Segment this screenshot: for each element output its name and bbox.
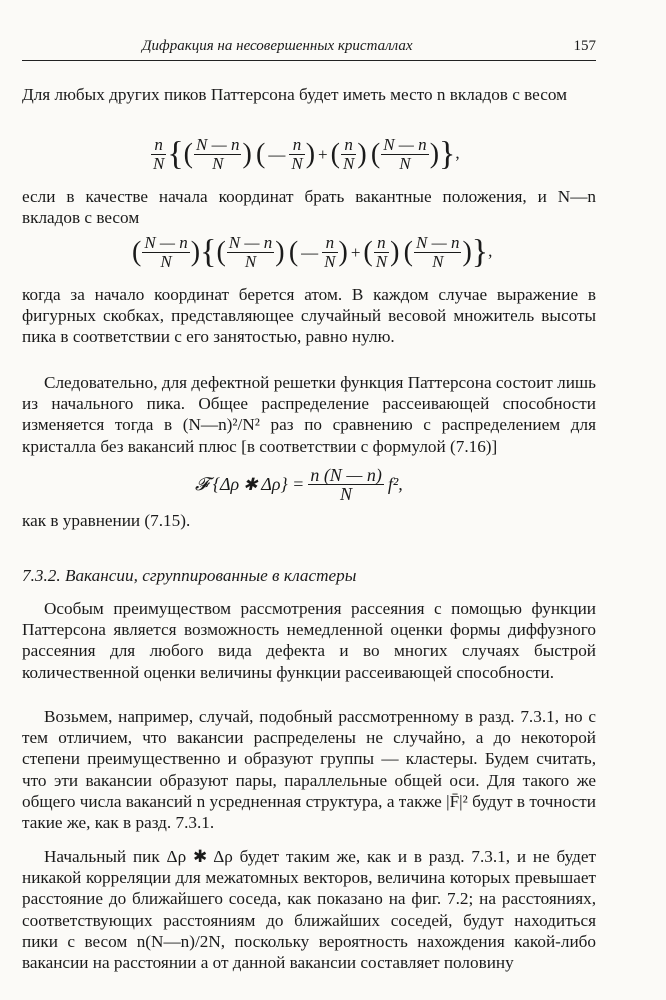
- page-number: 157: [573, 38, 596, 54]
- paragraph-8: Начальный пик Δρ ✱ Δρ будет таким же, как и в разд. 7.3.1, и не будет никакой корреляции для межатомных векторов, величина которых превышает расстояние до ближайшего соседа, как показано на фиг. 7.2; на расстояниях, соответствующих расстояниям до ближайших соседей, будут находиться пики с весом n(N—n)/2N, поскольку вероятность нахождения какой-либо вакансии на расстоянии a от данной вакансии составляет половину: [22, 847, 596, 973]
- eq2-frac-b: $\frac{n}{N}$: [324, 233, 336, 271]
- eq2-prefactor: $\frac{N — n}{N}$: [144, 233, 188, 271]
- paragraph-3: когда за начало координат берется атом. В каждом случае выражение в фигурных скобках, представляющее случайный весовой множитель высоты пика в соответствии с его занятостью, равно нулю.: [22, 285, 596, 347]
- eq1-frac-d: $\frac{N — n}{N}$: [383, 135, 427, 173]
- eq1-frac-a: $\frac{N — n}{N}$: [196, 135, 240, 173]
- paragraph-7: Возьмем, например, случай, подобный рассмотренному в разд. 7.3.1, но с тем отличием, что вакансии распределены не случайно, а до некоторой степени преимущественно и образуют группы — кластеры. Будем считать, что эти вакансии образуют пары, параллельные общей оси. Для такого же общего числа вакансий n усредненная структура, а также |F̄|² будут в точности такие же, как в разд. 7.3.1.: [22, 707, 596, 833]
- paragraph-5: как в уравнении (7.15).: [22, 511, 191, 530]
- eq3-lhs: 𝓕 {Δρ ✱ Δρ} =: [195, 474, 305, 494]
- paragraph-1: Для любых других пиков Паттерсона будет иметь место n вкладов с весом: [22, 85, 567, 104]
- header-rule: [22, 60, 596, 61]
- equation-3: [192, 466, 406, 503]
- book-page: [22, 0, 596, 1000]
- eq2-frac-d: $\frac{N — n}{N}$: [416, 233, 460, 271]
- eq2-frac-c: $\frac{n}{N}$: [375, 233, 388, 271]
- paragraph-4: Следовательно, для дефектной решетки функция Паттерсона состоит лишь из начального пика. Общее распределение рассеивающей способности изменяется тогда в (N—n)²/N² раз по сравнению с распределением для кристалла без вакансий плюс [в соответствии с формулой (7.16)]: [22, 373, 596, 456]
- eq3-rhs: f²,: [387, 474, 403, 494]
- eq2-frac-a: $\frac{N — n}{N}$: [228, 233, 273, 271]
- section-heading: 7.3.2. Вакансии, сгруппированные в кластеры: [22, 566, 357, 585]
- eq3-fraction: $\frac{n (N — n)}{N}$: [310, 465, 382, 504]
- paragraph-6: Особым преимуществом рассмотрения рассеяния с помощью функции Паттерсона является возможность немедленной оценки формы диффузного рассеяния для любого вида дефекта и во многих случаях быстрой количественной оценки величины функции рассеивающей способности.: [22, 599, 596, 682]
- equation-1: $\frac{n}{N}$ {( $\frac{N — n}{N}$ ) ( — $\frac{n}{N}$ ) + ( $\frac{n}{N}$ ) ( $\frac{N — n}{N}$ )},: [153, 135, 460, 173]
- page-header: [22, 38, 596, 60]
- eq1-frac-c: $\frac{n}{N}$: [342, 135, 355, 173]
- eq1-coef: $\frac{n}{N}$: [153, 135, 165, 173]
- equation-2: ( $\frac{N — n}{N}$ ){( $\frac{N — n}{N}$ ) ( — $\frac{n}{N}$ ) + ( $\frac{n}{N}$ ) ( $\frac{N — n}{N}$ )},: [132, 233, 493, 271]
- paragraph-2: если в качестве начала координат брать вакантные положения, и N—n вкладов с весом: [22, 187, 596, 228]
- eq1-frac-b: $\frac{n}{N}$: [291, 135, 303, 173]
- running-title: Дифракция на несовершенных кристаллах: [142, 38, 413, 54]
